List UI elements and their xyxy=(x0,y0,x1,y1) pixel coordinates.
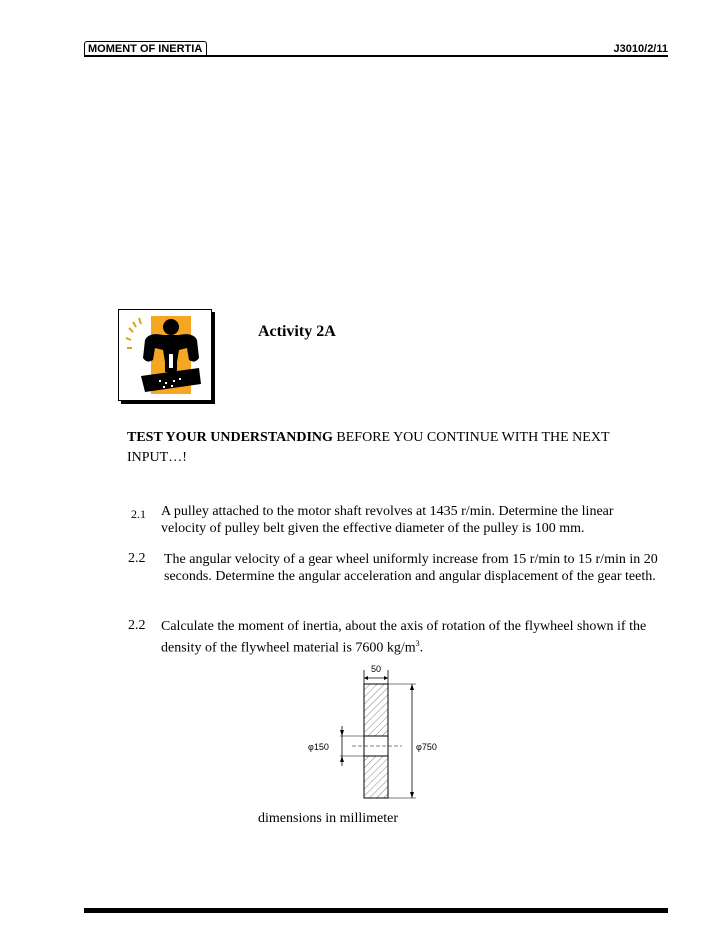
footer-rule xyxy=(84,908,668,913)
question-text-suffix: . xyxy=(419,640,424,656)
test-instruction xyxy=(127,428,647,468)
outer-diameter-label: φ750 xyxy=(416,742,437,752)
test-instruction-rest: BEFORE YOU CONTINUE WITH THE NEXT INPUT…! xyxy=(127,430,610,465)
width-dimension-label: 50 xyxy=(370,664,382,674)
question-number: 2.2 xyxy=(128,551,146,566)
question-text: The angular velocity of a gear wheel uniformly increase from 15 r/min to 15 r/min in 20 seconds. Determine the angular acceleration and angular displacement of the gear teeth. xyxy=(164,552,658,584)
inner-diameter-label: φ150 xyxy=(308,742,329,752)
header-rule xyxy=(84,55,668,57)
header-title: MOMENT OF INERTIA xyxy=(84,41,207,56)
superscript: 3 xyxy=(415,639,420,648)
diagram-caption: dimensions in millimeter xyxy=(258,811,398,826)
question-text: A pulley attached to the motor shaft revolves at 1435 r/min. Determine the linear velocity of pulley belt given the effective diameter of the pulley is 100 mm. xyxy=(161,504,614,536)
flywheel-section-diagram xyxy=(300,662,450,807)
worker-jackhammer-icon xyxy=(119,310,211,400)
question-text xyxy=(161,618,661,657)
question-number: 2.1 xyxy=(131,507,146,521)
question-number: 2.2 xyxy=(128,618,146,633)
test-instruction-bold: TEST YOUR UNDERSTANDING xyxy=(127,430,333,445)
document-code: J3010/2/11 xyxy=(613,43,668,55)
question-text-main: Calculate the moment of inertia, about the axis of rotation of the flywheel shown if the density of the flywheel material is 7600 kg/m xyxy=(161,619,647,656)
activity-icon-frame xyxy=(118,309,212,401)
activity-title: Activity 2A xyxy=(258,323,336,340)
